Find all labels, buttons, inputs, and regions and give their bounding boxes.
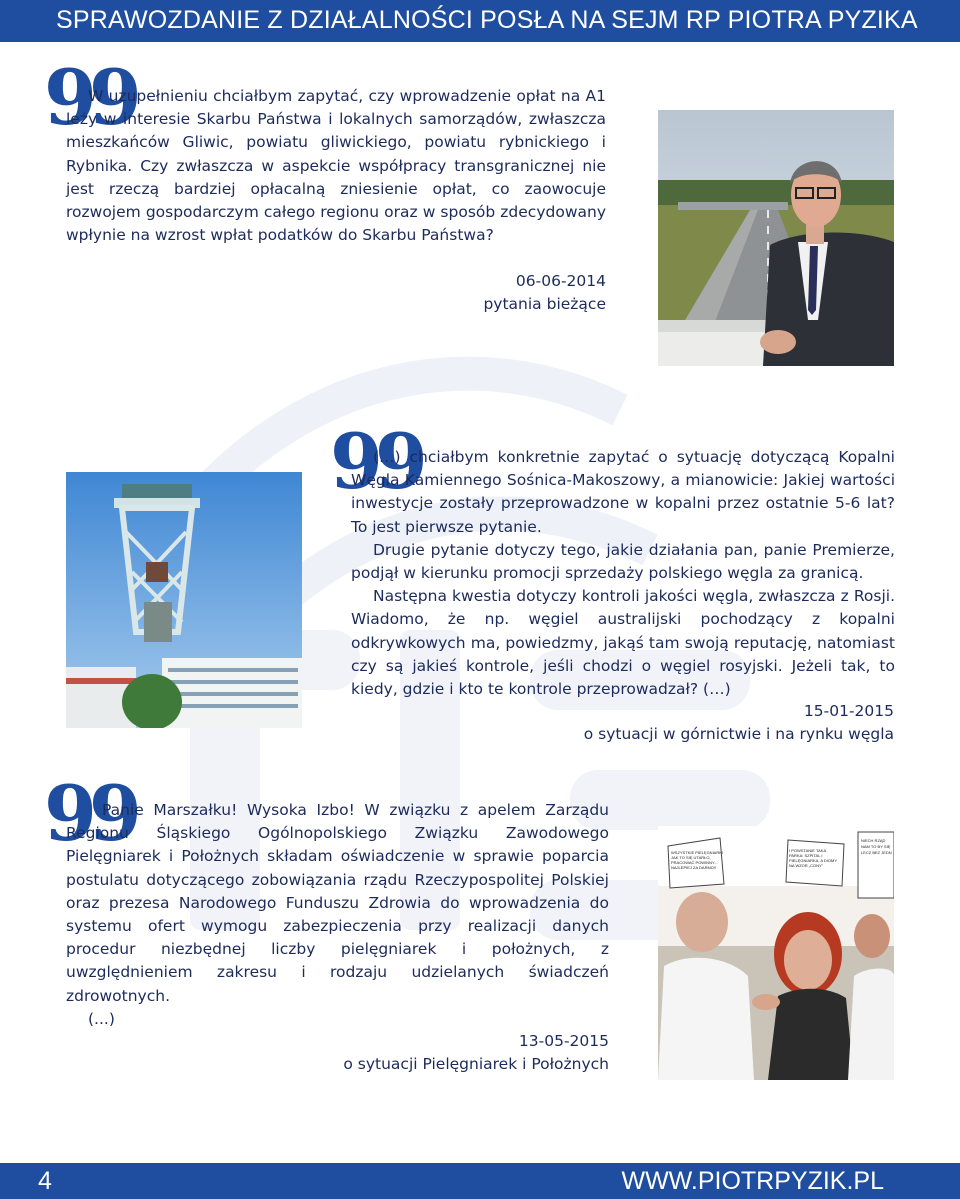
page-title: SPRAWOZDANIE Z DZIAŁALNOŚCI POSŁA NA SEJM RP PIOTRA PYZIKA <box>56 6 918 34</box>
quote-2-paragraph-1: (…) chciałbym konkretnie zapytać o sytuację dotyczącą Kopalni Węgla Kamiennego Sośnica-Makoszowy, a mianowicie: Jakiej wartości inwestycje zostały przeprowadzone w kopalni przez ostatnie 5-6 lat? To jest pierwsze pytanie. <box>351 448 895 536</box>
quote-2-date: 15-01-2015 <box>803 702 894 720</box>
quote-3-date: 13-05-2015 <box>518 1032 609 1050</box>
mine-shaft-tower-photo <box>66 472 302 728</box>
quote-2-topic: o sytuacji w górnictwie i na rynku węgla <box>583 725 894 743</box>
quote-mark-1: 99 <box>44 53 134 142</box>
protest-sign-2: I POWSTANIE TAKA PARKA: SZPITAL I PIELĘGNIARKA, A DIOMY NA WZOR „CONY" <box>789 848 837 868</box>
quote-mark-3: 99 <box>44 769 134 858</box>
quote-2-paragraph-3: Następna kwestia dotyczy kontroli jakości węgla, zwłaszcza z Rosji. Wiadomo, że np. węgiel australijski pochodzący z kopalni odkrywkowych ma, powiedzmy, jakąś tam swoją reputację, natomiast czy są jakieś kontrole, jeśli chodzi o węgiel rosyjski. Jeżeli tak, to kiedy, gdzie i kto te kontrole przeprowadzał? (…) <box>351 587 895 699</box>
protest-sign-3: NIECH RZĄD NAM TO BY SIĘ LECZ BEZ JEDN <box>861 838 892 855</box>
quote-1-topic: pytania bieżące <box>483 295 606 313</box>
protest-sign-1: WSZYSTKIE PIELĘGNIARKI JAK TO SIĘ UTARŁO, PRACOWAĆ POWINNY... NAJLEPIEJ ZA DARMO!! <box>671 850 723 870</box>
page-number: 4 <box>38 1167 52 1195</box>
quote-3-topic: o sytuacji Pielęgniarek i Położnych <box>343 1055 609 1073</box>
quote-mark-2: 99 <box>330 417 420 506</box>
quote-1-date: 06-06-2014 <box>515 272 606 290</box>
quote-3-text <box>66 799 609 1031</box>
website-link[interactable]: WWW.PIOTRPYZIK.PL <box>621 1167 884 1195</box>
quote-3-paragraph: Panie Marszałku! Wysoka Izbo! W związku z apelem Zarządu Regionu Śląskiego Ogólnopolskiego Związku Zawodowego Pielęgniarek i Położnych składam oświadczenie w sprawie poparcia postulatu dotyczącego zobowiązania rządu Rzeczypospolitej Polskiej oraz prezesa Narodowego Funduszu Zdrowia do wprowadzenia do systemu ofert wymogu zabezpieczenia przy realizacji danych procedur niezbędnej liczby pielęgniarek i położnych, z uwzględnieniem zakresu i rodzaju udzielanych świadczeń zdrowotnych. <box>66 801 609 1005</box>
quote-2-paragraph-2: Drugie pytanie dotyczy tego, jakie działania pan, panie Premierze, podjął w kierunku promocji sprzedaży polskiego węgla za granicą. <box>351 540 895 583</box>
nurses-protest-photo <box>658 826 894 1080</box>
header-bar <box>0 0 960 42</box>
quote-1-text: W uzupełnieniu chciałbym zapytać, czy wprowadzenie opłat na A1 leży w interesie Skarbu Państwa i lokalnych samorządów, zwłaszcza mieszkańców Gliwic, powiatu gliwickiego, powiatu rybnickiego i Rybnika. Czy zwłaszcza w aspekcie współpracy transgranicznej nie jest rzeczą bardziej opłacalną zniesienie opłat, co zaowocuje rozwojem gospodarczym całego regionu oraz w sposób zdecydowany wpłynie na wzrost wpłat podatków do Skarbu Państwa? <box>66 87 606 245</box>
highway-photo <box>658 110 894 366</box>
quote-2-text <box>351 446 895 701</box>
quote-3-ellipsis: (...) <box>88 1009 115 1028</box>
footer-bar <box>0 1163 960 1199</box>
